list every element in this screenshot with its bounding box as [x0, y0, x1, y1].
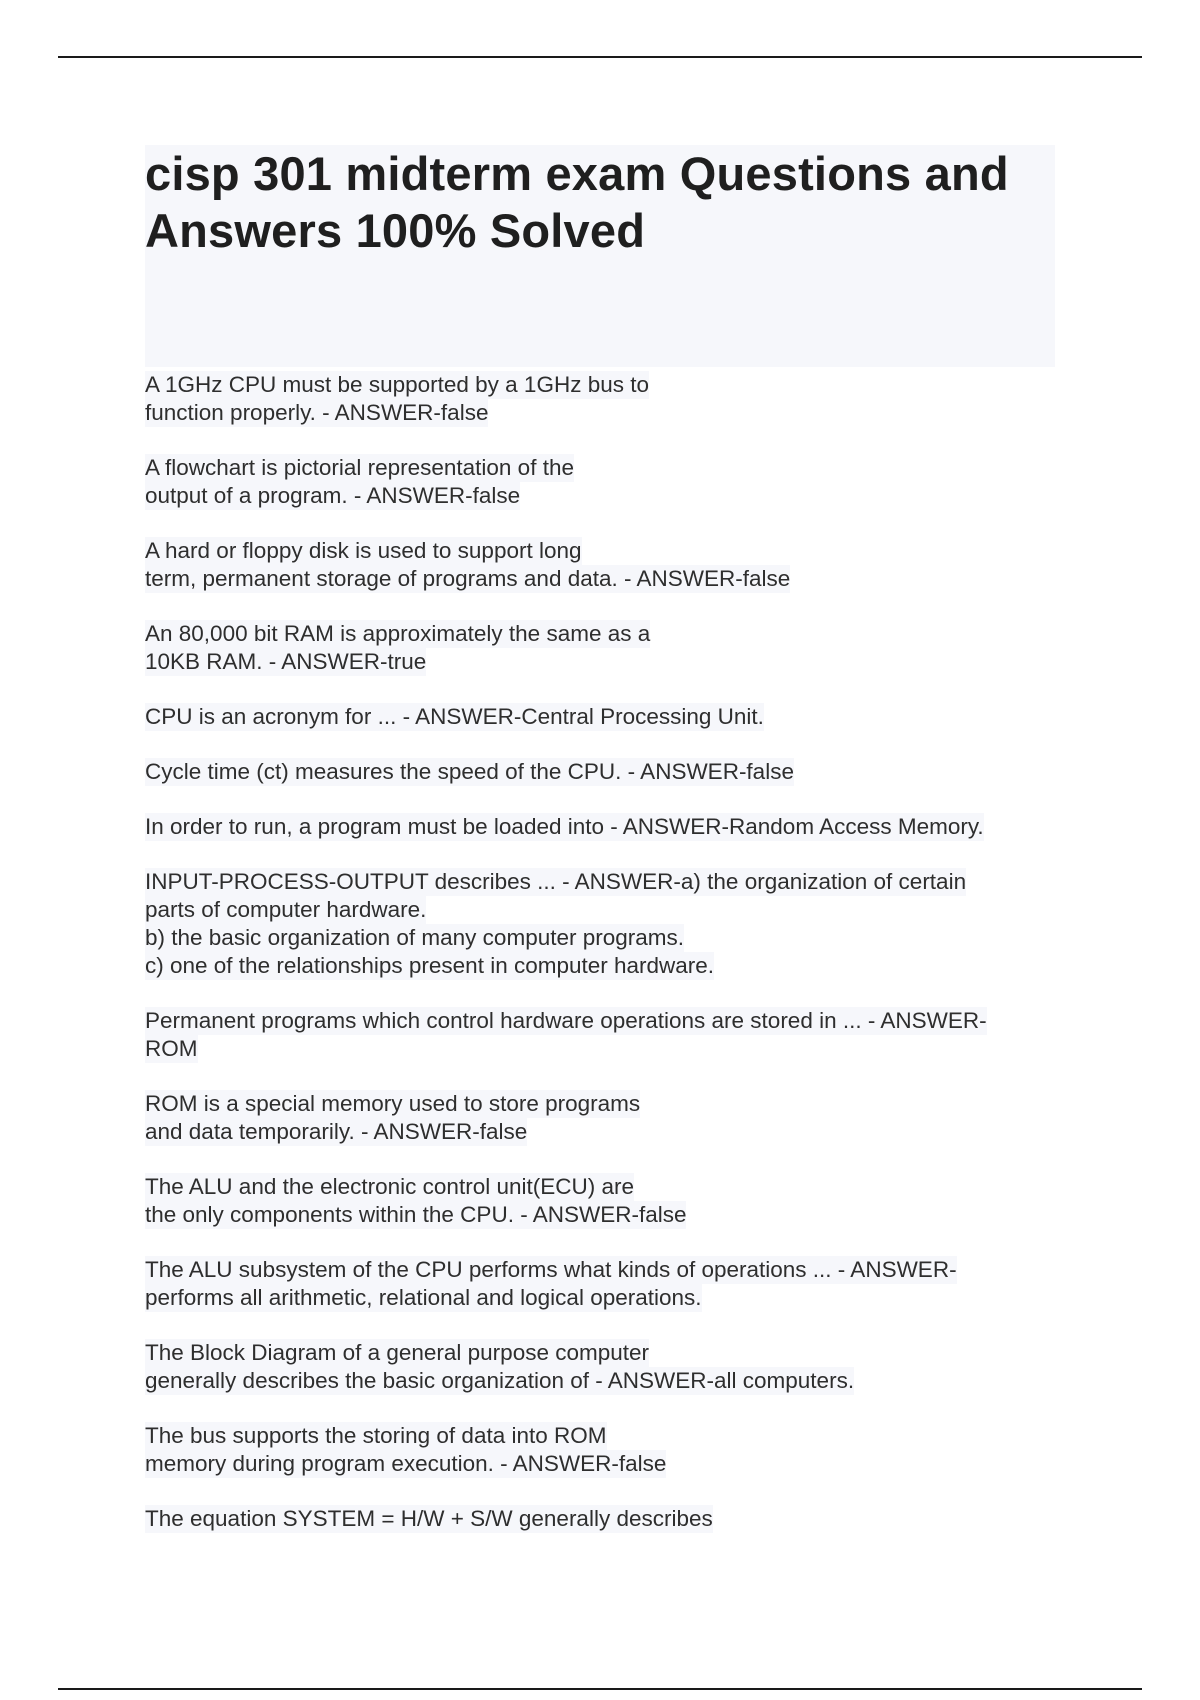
qa-line: A flowchart is pictorial representation of the	[145, 455, 574, 480]
qa-item	[145, 454, 1055, 510]
title-block	[145, 145, 1055, 367]
qa-item	[145, 1339, 1055, 1395]
qa-line: performs all arithmetic, relational and logical operations.	[145, 1285, 702, 1310]
qa-line: The equation SYSTEM = H/W + S/W generally describes	[145, 1506, 713, 1531]
qa-item	[145, 703, 1055, 731]
qa-item	[145, 1090, 1055, 1146]
qa-line: Permanent programs which control hardware operations are stored in ... - ANSWER-	[145, 1008, 987, 1033]
qa-line: The Block Diagram of a general purpose computer	[145, 1340, 650, 1365]
qa-line: c) one of the relationships present in computer hardware.	[145, 953, 715, 978]
qa-item	[145, 1256, 1055, 1312]
document-title	[145, 145, 1055, 259]
qa-line: ROM	[145, 1036, 198, 1061]
qa-line: In order to run, a program must be loaded into - ANSWER-Random Access Memory.	[145, 814, 984, 839]
qa-line: The ALU and the electronic control unit(ECU) are	[145, 1174, 634, 1199]
qa-line: parts of computer hardware.	[145, 897, 427, 922]
qa-item	[145, 537, 1055, 593]
qa-line: and data temporarily. - ANSWER-false	[145, 1119, 528, 1144]
qa-line: An 80,000 bit RAM is approximately the same as a	[145, 621, 651, 646]
qa-item	[145, 371, 1055, 427]
qa-line: term, permanent storage of programs and data. - ANSWER-false	[145, 566, 791, 591]
qa-line: b) the basic organization of many computer programs.	[145, 925, 685, 950]
qa-item	[145, 1505, 1055, 1533]
qa-line: Cycle time (ct) measures the speed of the CPU. - ANSWER-false	[145, 759, 794, 784]
qa-item	[145, 868, 1055, 980]
qa-line: The bus supports the storing of data into ROM	[145, 1423, 607, 1448]
qa-line: output of a program. - ANSWER-false	[145, 483, 521, 508]
qa-line: A hard or floppy disk is used to support long	[145, 538, 582, 563]
qa-line: INPUT-PROCESS-OUTPUT describes ... - ANSWER-a) the organization of certain	[145, 869, 967, 894]
qa-item	[145, 758, 1055, 786]
top-rule	[58, 56, 1142, 58]
qa-line: the only components within the CPU. - ANSWER-false	[145, 1202, 687, 1227]
qa-item	[145, 1007, 1055, 1063]
qa-item	[145, 1173, 1055, 1229]
qa-line: A 1GHz CPU must be supported by a 1GHz bus to	[145, 372, 649, 397]
qa-item	[145, 1422, 1055, 1478]
qa-line: generally describes the basic organization of - ANSWER-all computers.	[145, 1368, 855, 1393]
qa-line: CPU is an acronym for ... - ANSWER-Central Processing Unit.	[145, 704, 764, 729]
title-line: Answers 100% Solved	[145, 204, 646, 257]
title-line: cisp 301 midterm exam Questions and	[145, 147, 1009, 200]
qa-line: function properly. - ANSWER-false	[145, 400, 489, 425]
qa-list	[145, 371, 1055, 1533]
qa-line: 10KB RAM. - ANSWER-true	[145, 649, 427, 674]
qa-line: ROM is a special memory used to store programs	[145, 1091, 641, 1116]
page-content	[145, 145, 1055, 1560]
qa-line: memory during program execution. - ANSWER-false	[145, 1451, 667, 1476]
qa-item	[145, 620, 1055, 676]
bottom-rule	[58, 1688, 1142, 1690]
qa-item	[145, 813, 1055, 841]
qa-line: The ALU subsystem of the CPU performs what kinds of operations ... - ANSWER-	[145, 1257, 957, 1282]
